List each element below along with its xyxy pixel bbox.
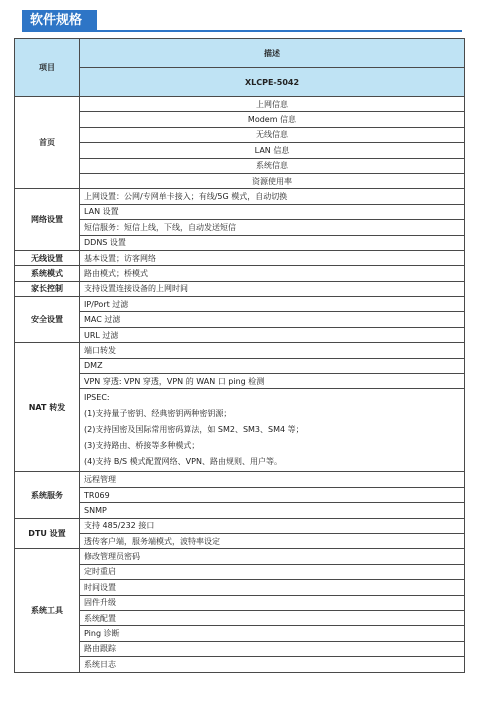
- table-row: [15, 281, 465, 296]
- ipsec-line: (3)支持路由、桥接等多种模式；: [84, 441, 200, 451]
- description-cell: DMZ: [80, 358, 465, 373]
- table-row: [15, 580, 465, 595]
- category-cell: 系统服务: [15, 472, 80, 518]
- description-cell: TR069: [80, 487, 465, 502]
- table-row: [15, 641, 465, 656]
- table-header-row: [15, 39, 465, 68]
- header-item: 项目: [15, 39, 80, 97]
- table-row: [15, 564, 465, 579]
- description-cell: 上网设置：公网/专网单卡接入；有线/5G 模式，自动切换: [80, 189, 465, 204]
- description-cell-multiline: [80, 389, 465, 472]
- description-cell: 支持 485/232 接口: [80, 518, 465, 533]
- table-row: [15, 374, 465, 389]
- description-cell: 系统日志: [80, 657, 465, 672]
- description-cell: LAN 设置: [80, 204, 465, 219]
- category-cell: 系统工具: [15, 549, 80, 672]
- table-row: [15, 657, 465, 672]
- description-cell: URL 过滤: [80, 327, 465, 342]
- table-row: [15, 173, 465, 188]
- description-cell: 系统信息: [80, 158, 465, 173]
- table-row: [15, 358, 465, 373]
- description-cell: LAN 信息: [80, 143, 465, 158]
- table-row: [15, 220, 465, 235]
- ipsec-line: (2)支持国密及国际常用密码算法，如 SM2、SM3、SM4 等；: [84, 425, 304, 435]
- description-cell: Modem 信息: [80, 112, 465, 127]
- description-cell: 无线信息: [80, 127, 465, 142]
- table-row: [15, 472, 465, 487]
- category-cell: 无线设置: [15, 250, 80, 265]
- table-row: [15, 503, 465, 518]
- table-row: [15, 610, 465, 625]
- table-row: [15, 549, 465, 564]
- table-row: [15, 297, 465, 312]
- table-row: [15, 327, 465, 342]
- description-cell: 固件升级: [80, 595, 465, 610]
- table-row: [15, 266, 465, 281]
- description-cell: 支持设置连接设备的上网时间: [80, 281, 465, 296]
- description-cell: 路由模式；桥模式: [80, 266, 465, 281]
- description-cell: SNMP: [80, 503, 465, 518]
- table-row: [15, 533, 465, 548]
- table-row: [15, 312, 465, 327]
- table-row: [15, 143, 465, 158]
- table-row: [15, 487, 465, 502]
- category-cell: 家长控制: [15, 281, 80, 296]
- description-cell: 端口转发: [80, 343, 465, 358]
- description-cell: 短信服务：短信上线，下线，自动发送短信: [80, 220, 465, 235]
- table-row: [15, 189, 465, 204]
- description-cell: 资源使用率: [80, 173, 465, 188]
- table-model-row: [15, 68, 465, 97]
- title-underline: [22, 30, 462, 32]
- description-cell: 系统配置: [80, 610, 465, 625]
- description-cell: DDNS 设置: [80, 235, 465, 250]
- header-description: 描述: [80, 39, 465, 68]
- table-row: [15, 595, 465, 610]
- table-row: [15, 250, 465, 265]
- category-cell: 首页: [15, 97, 80, 189]
- header-model: XLCPE-5042: [80, 68, 465, 97]
- category-cell: NAT 转发: [15, 343, 80, 472]
- description-cell: 修改管理员密码: [80, 549, 465, 564]
- table-row: [15, 97, 465, 112]
- spec-table: [14, 38, 465, 673]
- description-cell: 上网信息: [80, 97, 465, 112]
- ipsec-line: (1)支持量子密钥、经典密钥两种密钥源；: [84, 409, 232, 419]
- description-cell: IP/Port 过滤: [80, 297, 465, 312]
- table-row: [15, 235, 465, 250]
- table-row: [15, 127, 465, 142]
- category-cell: DTU 设置: [15, 518, 80, 549]
- description-cell: 时间设置: [80, 580, 465, 595]
- description-cell: 定时重启: [80, 564, 465, 579]
- description-cell: 透传客户端，服务端模式，波特率设定: [80, 533, 465, 548]
- table-row: [15, 626, 465, 641]
- table-row: [15, 343, 465, 358]
- table-row: [15, 204, 465, 219]
- category-cell: 网络设置: [15, 189, 80, 251]
- description-cell: 路由跟踪: [80, 641, 465, 656]
- table-row: [15, 389, 465, 472]
- description-cell: Ping 诊断: [80, 626, 465, 641]
- ipsec-line: (4)支持 B/S 模式配置网络、VPN、路由规则、用户等。: [84, 457, 282, 467]
- ipsec-line: IPSEC:: [84, 393, 110, 403]
- section-title: 软件规格: [22, 10, 97, 32]
- description-cell: VPN 穿透: VPN 穿透，VPN 的 WAN 口 ping 检测: [80, 374, 465, 389]
- description-cell: 远程管理: [80, 472, 465, 487]
- category-cell: 系统模式: [15, 266, 80, 281]
- table-row: [15, 518, 465, 533]
- table-row: [15, 112, 465, 127]
- table-row: [15, 158, 465, 173]
- category-cell: 安全设置: [15, 297, 80, 343]
- description-cell: 基本设置；访客网络: [80, 250, 465, 265]
- description-cell: MAC 过滤: [80, 312, 465, 327]
